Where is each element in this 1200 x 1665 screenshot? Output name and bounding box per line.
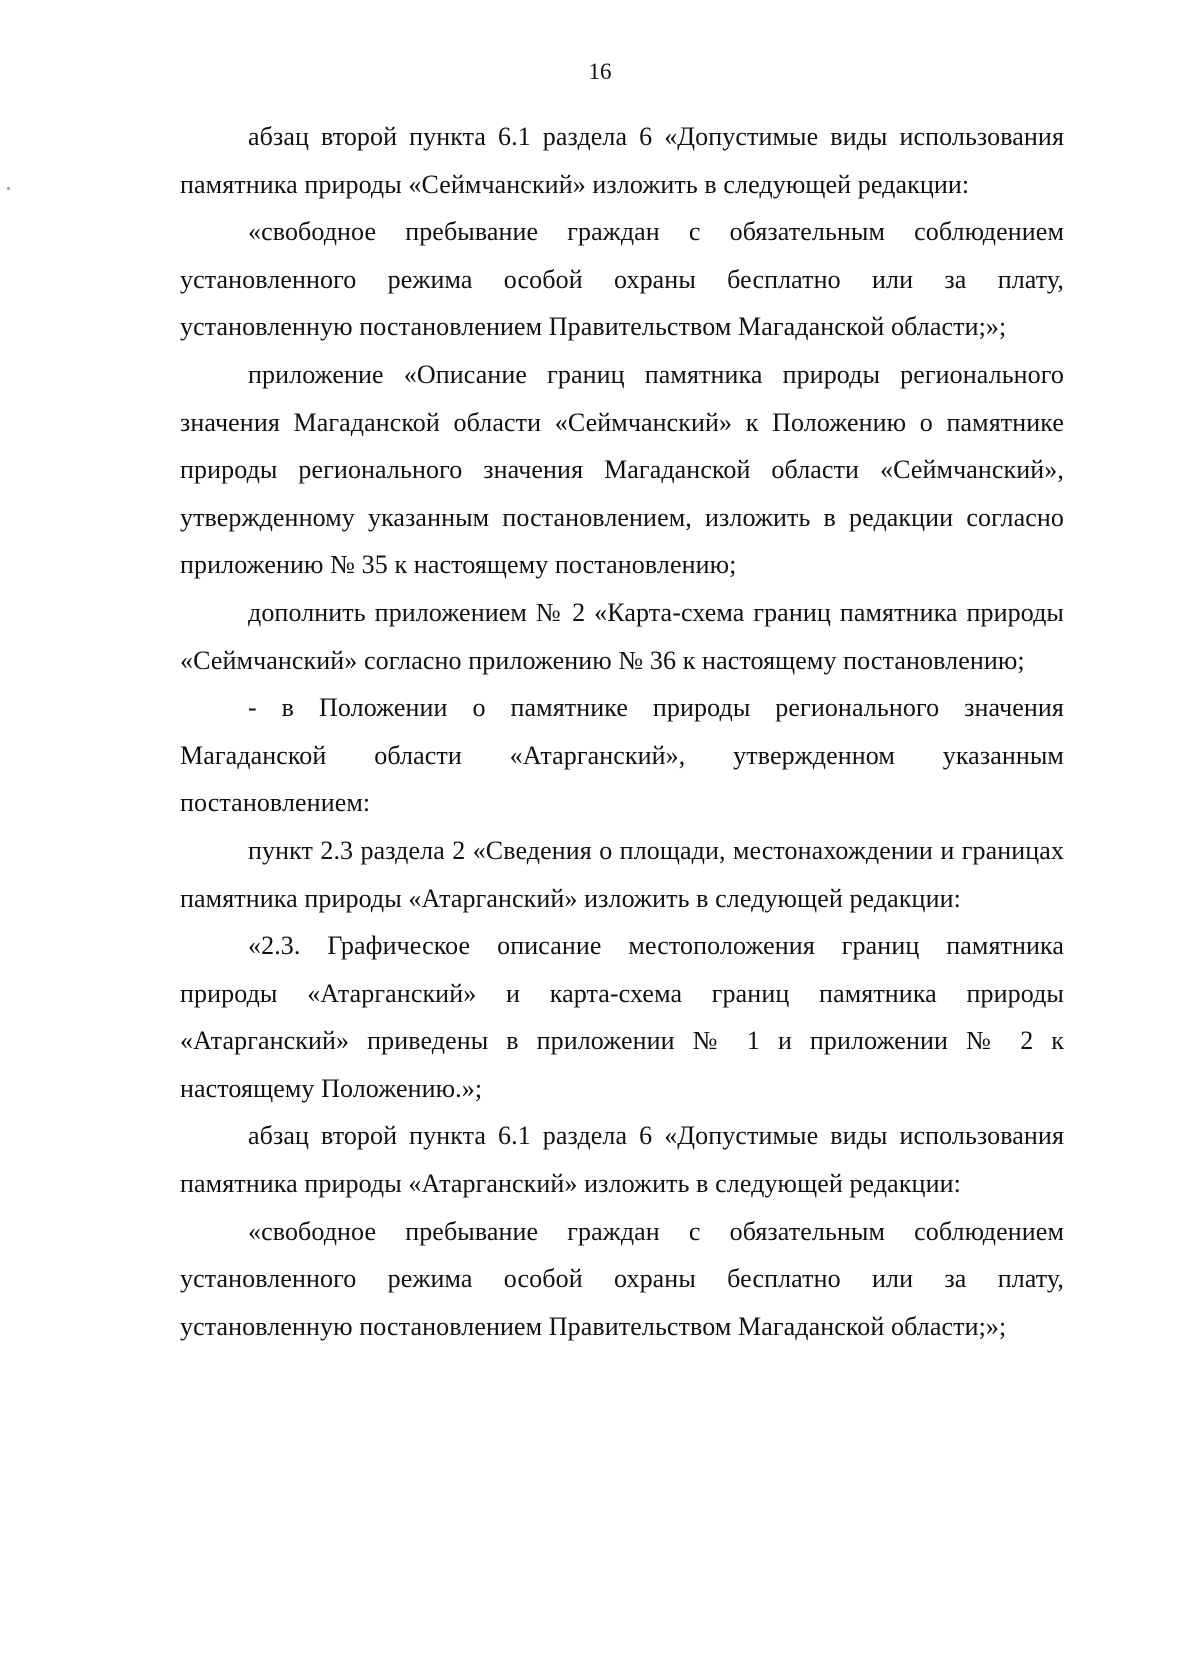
paragraph-2: «свободное пребывание граждан с обязательным соблюдением установленного режима особой охраны бесплатно или за плату, установленную постановлением Правительством Магаданской области;»; [180,217,1064,342]
paragraph-8: абзац второй пункта 6.1 раздела 6 «Допустимые виды использования памятника природы «Атарганский» изложить в следующей редакции: [180,1121,1064,1199]
paragraph-3: приложение «Описание границ памятника природы регионального значения Магаданской области «Сеймчанский» к Положению о памятнике природы регионального значения Магаданской области «Сеймчанский», утвержденному указанным постановлением, изложить в редакции согласно приложению № 35 к настоящему постановлению; [180,359,1064,580]
page-number: 16 [588,59,612,84]
scan-artifact-dot [7,187,10,190]
paragraph-4: дополнить приложением № 2 «Карта-схема границ памятника природы «Сеймчанский» согласно приложению № 36 к настоящему постановлению; [180,597,1064,675]
paragraph-5: - в Положении о памятнике природы регионального значения Магаданской области «Атарганский», утвержденном указанным постановлением: [180,693,1064,818]
paragraph-9: «свободное пребывание граждан с обязательным соблюдением установленного режима особой охраны бесплатно или за плату, установленную постановлением Правительством Магаданской области;»; [180,1216,1064,1341]
paragraph-6: пункт 2.3 раздела 2 «Сведения о площади, местонахождении и границах памятника природы «Атарганский» изложить в следующей редакции: [180,835,1064,913]
document-body [180,113,1064,1350]
paragraph-1: абзац второй пункта 6.1 раздела 6 «Допустимые виды использования памятника природы «Сеймчанский» изложить в следующей редакции: [180,122,1064,199]
paragraph-7: «2.3. Графическое описание местоположения границ памятника природы «Атарганский» и карта-схема границ памятника природы «Атарганский» приведены в приложении № 1 и приложении № 2 к настоящему Положению.»; [180,931,1064,1103]
